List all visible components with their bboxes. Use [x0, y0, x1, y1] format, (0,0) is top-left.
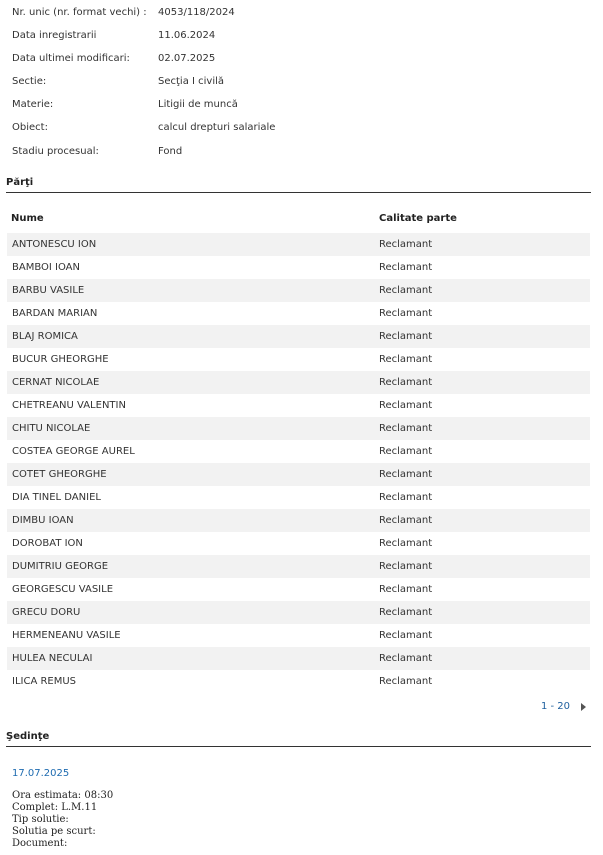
detail-row-obiect: [12, 120, 592, 136]
table-row: [7, 601, 590, 624]
party-name: COSTEA GEORGE AUREL: [12, 446, 135, 457]
party-name: DIA TINEL DANIEL: [12, 492, 101, 503]
section-divider: [6, 192, 591, 193]
column-header-name: Nume: [11, 213, 44, 224]
party-role: Reclamant: [379, 492, 433, 503]
party-role: Reclamant: [379, 308, 433, 319]
party-role: Reclamant: [379, 400, 433, 411]
party-name: CERNAT NICOLAE: [12, 377, 100, 388]
sedinte-section-title: Şedinţe: [6, 731, 50, 742]
party-role: Reclamant: [379, 377, 433, 388]
party-name: DUMITRIU GEORGE: [12, 561, 109, 572]
table-row: [7, 486, 590, 509]
detail-value: 4053/118/2024: [158, 7, 235, 18]
party-name: BARDAN MARIAN: [12, 308, 98, 319]
pagination: [520, 699, 590, 715]
detail-label: Data ultimei modificari:: [12, 53, 130, 64]
detail-row-data-ultimei-modificari: [12, 51, 592, 67]
party-name: COTET GHEORGHE: [12, 469, 107, 480]
triangle-right-icon[interactable]: [581, 703, 586, 711]
party-role: Reclamant: [379, 469, 433, 480]
sedinta-document: Document:: [12, 838, 68, 849]
table-row: [7, 325, 590, 348]
table-row: [7, 417, 590, 440]
party-role: Reclamant: [379, 262, 433, 273]
pagination-range: 1 - 20: [540, 701, 570, 712]
detail-value: Secţia I civilă: [158, 76, 225, 87]
party-role: Reclamant: [379, 446, 433, 457]
table-row: [7, 555, 590, 578]
party-role: Reclamant: [379, 630, 433, 641]
party-role: Reclamant: [379, 538, 433, 549]
parti-section-title: Părţi: [6, 177, 34, 188]
detail-row-materie: [12, 97, 592, 113]
party-name: GEORGESCU VASILE: [12, 584, 114, 595]
detail-label: Sectie:: [12, 76, 47, 87]
table-row: [7, 279, 590, 302]
detail-row-stadiu-procesual: [12, 144, 592, 160]
party-name: HULEA NECULAI: [12, 653, 93, 664]
column-header-role: Calitate parte: [379, 213, 457, 224]
party-role: Reclamant: [379, 331, 433, 342]
table-row: [7, 233, 590, 256]
sedinta-date-link[interactable]: 17.07.2025: [12, 768, 70, 779]
party-name: CHITU NICOLAE: [12, 423, 91, 434]
detail-value: 11.06.2024: [158, 30, 216, 41]
table-row: [7, 463, 590, 486]
detail-label: Data inregistrarii: [12, 30, 97, 41]
table-row: [7, 670, 590, 693]
party-name: HERMENEANU VASILE: [12, 630, 121, 641]
detail-row-nr-unic: [12, 5, 592, 21]
detail-value: 02.07.2025: [158, 53, 216, 64]
table-row: [7, 440, 590, 463]
table-row: [7, 394, 590, 417]
party-role: Reclamant: [379, 239, 433, 250]
sedinta-complet: Complet: L.M.11: [12, 802, 98, 813]
party-name: BUCUR GHEORGHE: [12, 354, 109, 365]
party-role: Reclamant: [379, 561, 433, 572]
detail-label: Obiect:: [12, 122, 48, 133]
party-name: ILICA REMUS: [12, 676, 77, 687]
section-divider: [6, 746, 591, 747]
party-role: Reclamant: [379, 676, 433, 687]
party-role: Reclamant: [379, 584, 433, 595]
party-role: Reclamant: [379, 515, 433, 526]
table-row: [7, 532, 590, 555]
party-role: Reclamant: [379, 423, 433, 434]
detail-value: calcul drepturi salariale: [158, 122, 276, 133]
detail-row-sectie: [12, 74, 592, 90]
table-row: [7, 348, 590, 371]
detail-label: Nr. unic (nr. format vechi) :: [12, 7, 147, 18]
party-role: Reclamant: [379, 285, 433, 296]
detail-label: Materie:: [12, 99, 54, 110]
party-name: CHETREANU VALENTIN: [12, 400, 126, 411]
table-row: [7, 509, 590, 532]
party-role: Reclamant: [379, 653, 433, 664]
sedinta-tip-solutie: Tip solutie:: [12, 814, 69, 825]
party-name: DOROBAT ION: [12, 538, 83, 549]
party-name: BAMBOI IOAN: [12, 262, 80, 273]
sedinta-details: [12, 790, 113, 850]
table-row: [7, 256, 590, 279]
detail-value: Fond: [158, 146, 183, 157]
table-row: [7, 371, 590, 394]
party-role: Reclamant: [379, 354, 433, 365]
table-row: [7, 302, 590, 325]
table-row: [7, 624, 590, 647]
table-row: [7, 647, 590, 670]
detail-value: Litigii de muncă: [158, 99, 238, 110]
party-name: BLAJ ROMICA: [12, 331, 78, 342]
detail-label: Stadiu procesual:: [12, 146, 99, 157]
party-name: GRECU DORU: [12, 607, 81, 618]
party-name: DIMBU IOAN: [12, 515, 74, 526]
sedinta-solutia-pe-scurt: Solutia pe scurt:: [12, 826, 96, 837]
party-role: Reclamant: [379, 607, 433, 618]
table-row: [7, 578, 590, 601]
sedinta-ora: Ora estimata: 08:30: [12, 790, 114, 801]
party-name: ANTONESCU ION: [12, 239, 97, 250]
party-name: BARBU VASILE: [12, 285, 85, 296]
detail-row-data-inregistrarii: [12, 28, 592, 44]
